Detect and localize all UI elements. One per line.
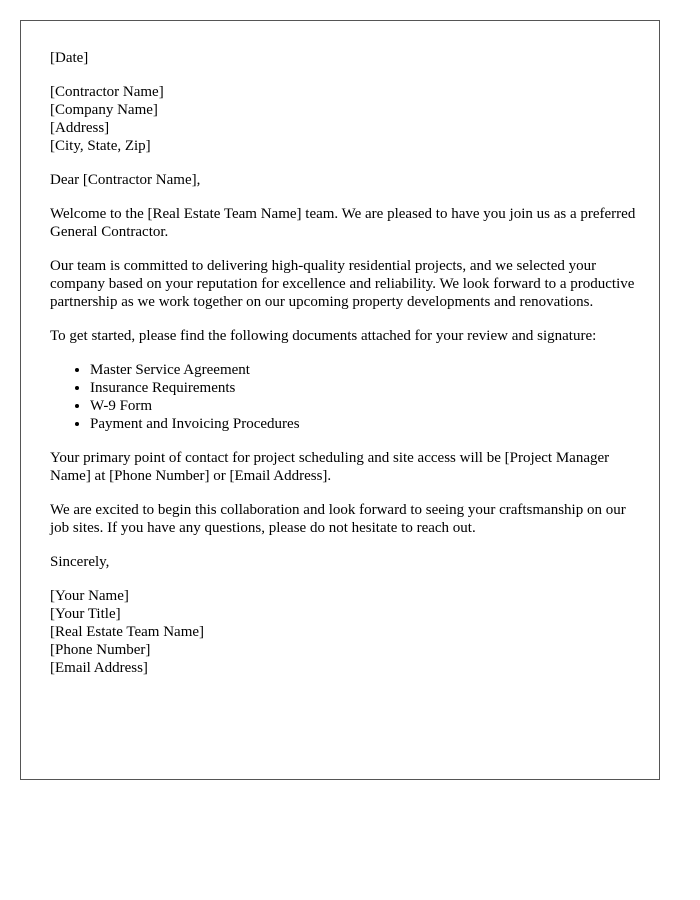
contact-paragraph: Your primary point of contact for project scheduling and site access will be [Project Manager Name] at [Phone Number] or [Email Address].	[50, 450, 610, 484]
letter-body	[50, 49, 640, 693]
document-item: • Payment and Invoicing Procedures	[90, 415, 640, 433]
documents-list	[50, 361, 640, 433]
closing-paragraph: We are excited to begin this collaboration and look forward to seeing your craftsmanship on our job sites. If you have any questions, please do not hesitate to reach out.	[50, 502, 626, 536]
signature-email: [Email Address]	[50, 660, 148, 676]
signature-team: [Real Estate Team Name]	[50, 624, 205, 640]
recipient-address: [Address]	[50, 120, 110, 136]
welcome-paragraph: Welcome to the [Real Estate Team Name] team. We are pleased to have you join us as a preferred General Contractor.	[50, 206, 636, 240]
signoff: Sincerely,	[50, 554, 110, 570]
recipient-city-state-zip: [City, State, Zip]	[50, 138, 151, 154]
document-item: • Insurance Requirements	[90, 379, 640, 397]
letter-page	[20, 20, 660, 780]
commitment-paragraph: Our team is committed to delivering high-quality residential projects, and we selected your company based on your reputation for excellence and reliability. We look forward to a productive partnership as we work together on our upcoming property developments and renovations.	[50, 258, 635, 310]
recipient-name: [Contractor Name]	[50, 84, 164, 100]
salutation: Dear [Contractor Name],	[50, 172, 201, 188]
signature-title: [Your Title]	[50, 606, 121, 622]
letter-date: [Date]	[50, 50, 89, 66]
recipient-block	[50, 83, 640, 155]
signature-block	[50, 587, 640, 677]
documents-intro-paragraph: To get started, please find the following documents attached for your review and signature:	[50, 328, 597, 344]
document-item: • Master Service Agreement	[90, 361, 640, 379]
signature-phone: [Phone Number]	[50, 642, 151, 658]
recipient-company: [Company Name]	[50, 102, 158, 118]
document-item: • W-9 Form	[90, 397, 640, 415]
signature-name: [Your Name]	[50, 588, 129, 604]
